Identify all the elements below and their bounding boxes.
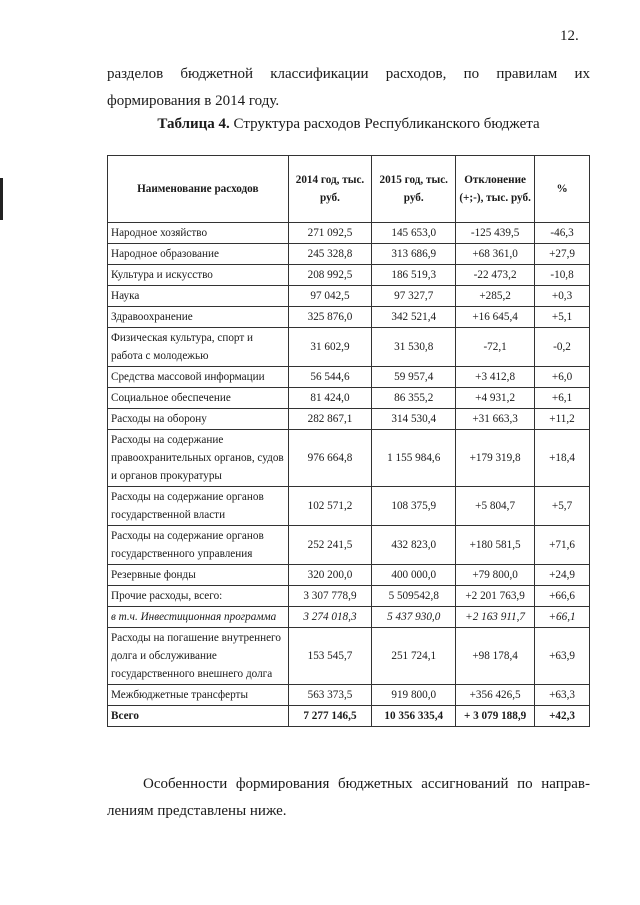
percent: -0,2: [535, 328, 590, 367]
row-name: Народное хозяйство: [108, 223, 289, 244]
value-2015: 313 686,9: [372, 244, 456, 265]
table-row: [108, 706, 590, 727]
table-row: [108, 265, 590, 286]
percent: +71,6: [535, 526, 590, 565]
row-name: Расходы на погашение внутреннего долга и обслуживание государственного внешнего долга: [108, 628, 289, 685]
percent: +27,9: [535, 244, 590, 265]
value-2015: 314 530,4: [372, 409, 456, 430]
deviation: +2 201 763,9: [456, 586, 535, 607]
deviation: +98 178,4: [456, 628, 535, 685]
intro-line-2: формирования в 2014 году.: [107, 93, 280, 109]
value-2014: 208 992,5: [288, 265, 372, 286]
value-2014: 7 277 146,5: [288, 706, 372, 727]
percent: +66,6: [535, 586, 590, 607]
deviation: +4 931,2: [456, 388, 535, 409]
value-2015: 86 355,2: [372, 388, 456, 409]
table-row: [108, 565, 590, 586]
row-name: Межбюджетные трансферты: [108, 685, 289, 706]
value-2014: 325 876,0: [288, 307, 372, 328]
value-2015: 432 823,0: [372, 526, 456, 565]
table-row: [108, 487, 590, 526]
deviation: +3 412,8: [456, 367, 535, 388]
percent: +63,3: [535, 685, 590, 706]
header-name: Наименование расходов: [108, 156, 289, 223]
table-row: [108, 526, 590, 565]
percent: -10,8: [535, 265, 590, 286]
scan-edge-mark: [0, 178, 3, 220]
row-name: Прочие расходы, всего:: [108, 586, 289, 607]
table-row: [108, 685, 590, 706]
header-2015: 2015 год, тыс. руб.: [372, 156, 456, 223]
value-2015: 400 000,0: [372, 565, 456, 586]
table-row: [108, 586, 590, 607]
value-2014: 976 664,8: [288, 430, 372, 487]
value-2014: 81 424,0: [288, 388, 372, 409]
value-2014: 563 373,5: [288, 685, 372, 706]
table-row: [108, 409, 590, 430]
deviation: + 3 079 188,9: [456, 706, 535, 727]
value-2014: 252 241,5: [288, 526, 372, 565]
deviation: +5 804,7: [456, 487, 535, 526]
percent: +11,2: [535, 409, 590, 430]
page-number: 12.: [560, 28, 579, 44]
row-name: Расходы на содержание органов государственного управления: [108, 526, 289, 565]
value-2014: 153 545,7: [288, 628, 372, 685]
percent: +0,3: [535, 286, 590, 307]
deviation: -22 473,2: [456, 265, 535, 286]
deviation: +285,2: [456, 286, 535, 307]
row-name: Расходы на содержание правоохранительных органов, судов и органов прокуратуры: [108, 430, 289, 487]
deviation: +16 645,4: [456, 307, 535, 328]
deviation: -125 439,5: [456, 223, 535, 244]
value-2015: 108 375,9: [372, 487, 456, 526]
deviation: +179 319,8: [456, 430, 535, 487]
deviation: +180 581,5: [456, 526, 535, 565]
row-name: Средства массовой информации: [108, 367, 289, 388]
expenditure-table: [107, 155, 590, 727]
intro-line-1: разделов бюджетной классификации расходов, по правилам их: [107, 66, 590, 82]
value-2014: 282 867,1: [288, 409, 372, 430]
value-2015: 5 437 930,0: [372, 607, 456, 628]
value-2015: 31 530,8: [372, 328, 456, 367]
value-2014: 3 307 778,9: [288, 586, 372, 607]
row-name: Здравоохранение: [108, 307, 289, 328]
deviation: +79 800,0: [456, 565, 535, 586]
row-name: Расходы на оборону: [108, 409, 289, 430]
header-2014: 2014 год, тыс. руб.: [288, 156, 372, 223]
value-2015: 251 724,1: [372, 628, 456, 685]
table-row: [108, 244, 590, 265]
row-name: Народное образование: [108, 244, 289, 265]
row-name: Наука: [108, 286, 289, 307]
row-name: Резервные фонды: [108, 565, 289, 586]
row-name: Всего: [108, 706, 289, 727]
deviation: +68 361,0: [456, 244, 535, 265]
deviation: +2 163 911,7: [456, 607, 535, 628]
deviation: -72,1: [456, 328, 535, 367]
table-title-text: Структура расходов Республиканского бюджета: [229, 116, 540, 132]
percent: +66,1: [535, 607, 590, 628]
deviation: +31 663,3: [456, 409, 535, 430]
row-name: Физическая культура, спорт и работа с молодежью: [108, 328, 289, 367]
value-2014: 97 042,5: [288, 286, 372, 307]
header-percent: %: [535, 156, 590, 223]
value-2015: 10 356 335,4: [372, 706, 456, 727]
percent: +5,1: [535, 307, 590, 328]
value-2015: 342 521,4: [372, 307, 456, 328]
value-2015: 5 509542,8: [372, 586, 456, 607]
table-header-row: [108, 156, 590, 223]
value-2014: 271 092,5: [288, 223, 372, 244]
percent: +63,9: [535, 628, 590, 685]
value-2015: 59 957,4: [372, 367, 456, 388]
percent: +5,7: [535, 487, 590, 526]
value-2015: 1 155 984,6: [372, 430, 456, 487]
percent: -46,3: [535, 223, 590, 244]
table-row: [108, 286, 590, 307]
table-title-label: Таблица 4.: [157, 116, 230, 132]
percent: +6,1: [535, 388, 590, 409]
value-2014: 102 571,2: [288, 487, 372, 526]
row-name: Культура и искусство: [108, 265, 289, 286]
table-row: [108, 607, 590, 628]
table-row: [108, 628, 590, 685]
header-deviation: Отклонение (+;-), тыс. руб.: [456, 156, 535, 223]
table-row: [108, 430, 590, 487]
value-2014: 3 274 018,3: [288, 607, 372, 628]
value-2015: 186 519,3: [372, 265, 456, 286]
table-row: [108, 307, 590, 328]
value-2014: 56 544,6: [288, 367, 372, 388]
row-name: Расходы на содержание органов государственной власти: [108, 487, 289, 526]
row-name: Социальное обеспечение: [108, 388, 289, 409]
percent: +18,4: [535, 430, 590, 487]
row-name: в т.ч. Инвестиционная программа: [108, 607, 289, 628]
table-row: [108, 223, 590, 244]
percent: +6,0: [535, 367, 590, 388]
value-2014: 245 328,8: [288, 244, 372, 265]
value-2015: 919 800,0: [372, 685, 456, 706]
table-row: [108, 388, 590, 409]
deviation: +356 426,5: [456, 685, 535, 706]
value-2015: 97 327,7: [372, 286, 456, 307]
percent: +42,3: [535, 706, 590, 727]
table-row: [108, 367, 590, 388]
percent: +24,9: [535, 565, 590, 586]
table-title: [107, 116, 590, 133]
value-2014: 31 602,9: [288, 328, 372, 367]
outro-line-1: Особенности формирования бюджетных ассигнований по направ-: [143, 776, 590, 792]
table-row: [108, 328, 590, 367]
value-2015: 145 653,0: [372, 223, 456, 244]
value-2014: 320 200,0: [288, 565, 372, 586]
outro-line-2: лениям представлены ниже.: [107, 803, 287, 819]
